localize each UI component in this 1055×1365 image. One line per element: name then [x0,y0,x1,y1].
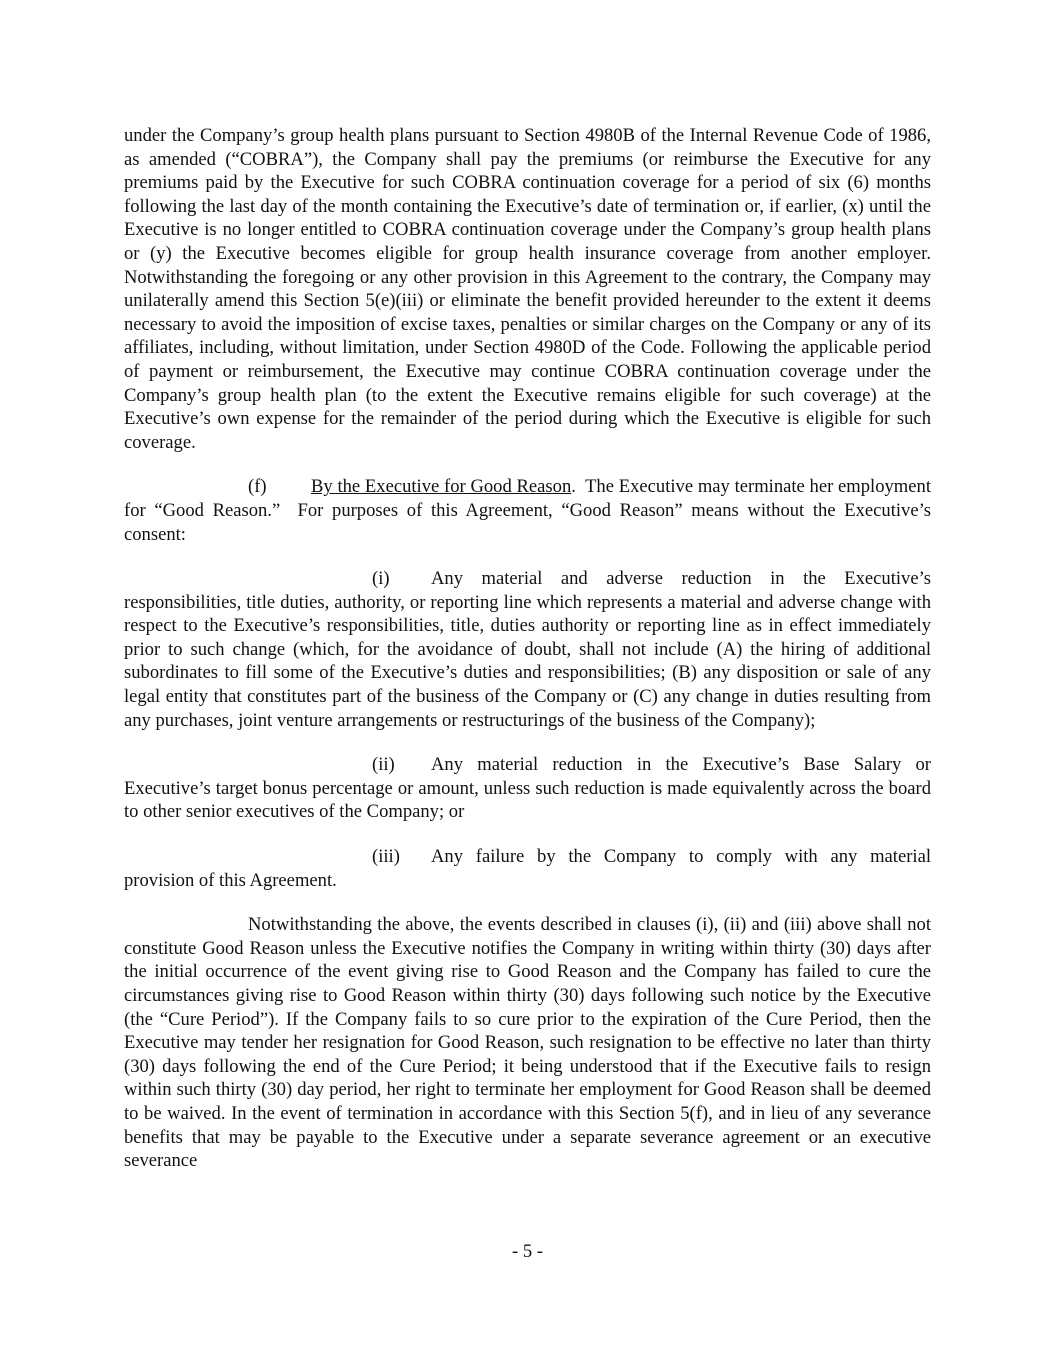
clause-iii-marker: (iii) [372,846,400,868]
section-f-marker: (f) [248,476,267,498]
document-page [124,124,936,1194]
clause-ii-marker: (ii) [372,754,395,776]
clause-ii-paragraph [124,753,931,824]
clause-iii-text: Any failure by the Company to comply with any material provision of this Agreement. [124,846,931,891]
clause-i-text: Any material and adverse reduction in the Executive’s responsibilities, title duties, authority, or reporting line which represents a material and adverse change with respect to the Executive’s responsibilities, title, duties authority or reporting line as in effect immediately prior to such change (which, for the avoidance of doubt, shall not include (A) the hiring of additional subordinates to fill some of the Executive’s duties and responsibilities; (B) any disposition or sale of any legal entity that constitutes part of the business of the Company or (C) any change in duties resulting from any purchases, joint venture arrangements or restructurings of the business of the Company); [124,568,931,731]
section-f-heading: By the Executive for Good Reason [311,476,572,498]
continuation-paragraph: under the Company’s group health plans pursuant to Section 4980B of the Internal Revenue Code of 1986, as amended (“COBRA”), the Company shall pay the premiums (or reimburse the Executive for any premiums paid by the Executive for such COBRA continuation coverage for a period of six (6) months following the last day of the month containing the Executive’s date of termination or, if earlier, (x) until the Executive is no longer entitled to COBRA continuation coverage under the Company’s group health plans or (y) the Executive becomes eligible for group health insurance coverage from another employer. Notwithstanding the foregoing or any other provision in this Agreement to the contrary, the Company may unilaterally amend this Section 5(e)(iii) or eliminate the benefit provided hereunder to the extent it deems necessary to avoid the imposition of excise taxes, penalties or similar charges on the Company or any of its affiliates, including, without limitation, under Section 4980D of the Code. Following the applicable period of payment or reimbursement, the Executive may continue COBRA continuation coverage under the Company’s group health plan (to the extent the Executive remains eligible for such coverage) at the Executive’s own expense for the remainder of the period during which the Executive is eligible for such coverage. [124,125,931,453]
section-f-heading-period: . [571,476,576,498]
notwithstanding-paragraph: Notwithstanding the above, the events described in clauses (i), (ii) and (iii) above shall not constitute Good Reason unless the Executive notifies the Company in writing within thirty (30) days after the initial occurrence of the event giving rise to Good Reason and the Company has failed to cure the circumstances giving rise to Good Reason within thirty (30) days following such notice by the Executive (the “Cure Period”). If the Company fails to so cure prior to the expiration of the Cure Period, then the Executive may tender her resignation for Good Reason, such resignation to be effective no later than thirty (30) days following the end of the Cure Period; it being understood that if the Executive fails to resign within such thirty (30) day period, her right to terminate her employment for Good Reason shall be deemed to be waived. In the event of termination in accordance with this Section 5(f), and in lieu of any severance benefits that may be payable to the Executive under a separate severance agreement or an executive severance [124,914,931,1172]
clause-i-marker: (i) [372,568,390,590]
page-number: - 5 - [512,1241,543,1262]
clause-ii-text: Any material reduction in the Executive’s Base Salary or Executive’s target bonus percentage or amount, unless such reduction is made equivalently across the board to other senior executives of the Company; or [124,754,931,823]
section-f-paragraph [124,475,936,546]
clause-i-paragraph [124,567,931,732]
section-f-text: The Executive may terminate her employment for “Good Reason.” For purposes of this Agreement, “Good Reason” means without the Executive’s consent: [124,476,936,545]
clause-iii-paragraph [124,845,931,892]
